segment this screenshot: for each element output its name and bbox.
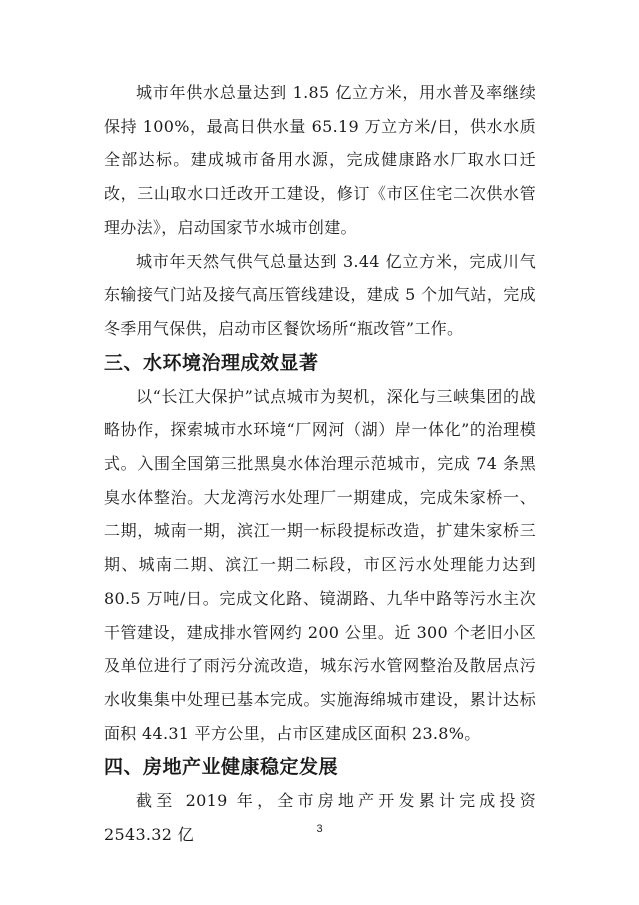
page-body xyxy=(104,76,536,852)
paragraph-real-estate: 截至 2019 年，全市房地产开发累计完成投资 2543.32 亿 xyxy=(104,791,536,845)
page-number: 3 xyxy=(316,823,323,835)
section-heading-water-environment: 三、水环境治理成效显著 xyxy=(104,351,319,374)
paragraph-water-environment: 以“长江大保护”试点城市为契机，深化与三峡集团的战略协作，探索城市水环境“厂网河（湖）岸一体化”的治理模式。入围全国第三批黑臭水体治理示范城市，完成 74 条黑臭水体整治。大龙湾污水处理厂一期建成，完成朱家桥一、二期，城南一期，滨江一期一标段提标改造，扩建朱家桥三期、城南二期、滨江一期二标段，市区污水处理能力达到 80.5 万吨/日。完成文化路、镜湖路、九华中路等污水主次干管建设，建成排水管网约 200 公里。近 300 个老旧小区及单位进行了雨污分流改造，城东污水管网整治及散居点污水收集集中处理已基本完成。实施海绵城市建设，累计达标面积 44.31 平方公里，占市区建成区面积 23.8%。 xyxy=(104,386,536,743)
paragraph-water-supply: 城市年供水总量达到 1.85 亿立方米，用水普及率继续保持 100%，最高日供水量 65.19 万立方米/日，供水水质全部达标。建成城市备用水源，完成健康路水厂取水口迁改，三山取水口迁改开工建设，修订《市区住宅二次供水管理办法》，启动国家节水城市创建。 xyxy=(104,83,536,237)
paragraph-gas-supply: 城市年天然气供气总量达到 3.44 亿立方米，完成川气东输接气门站及接气高压管线建设，建成 5 个加气站，完成冬季用气保供，启动市区餐饮场所“瓶改管”工作。 xyxy=(104,251,536,338)
section-heading-real-estate: 四、房地产业健康稳定发展 xyxy=(104,756,339,779)
